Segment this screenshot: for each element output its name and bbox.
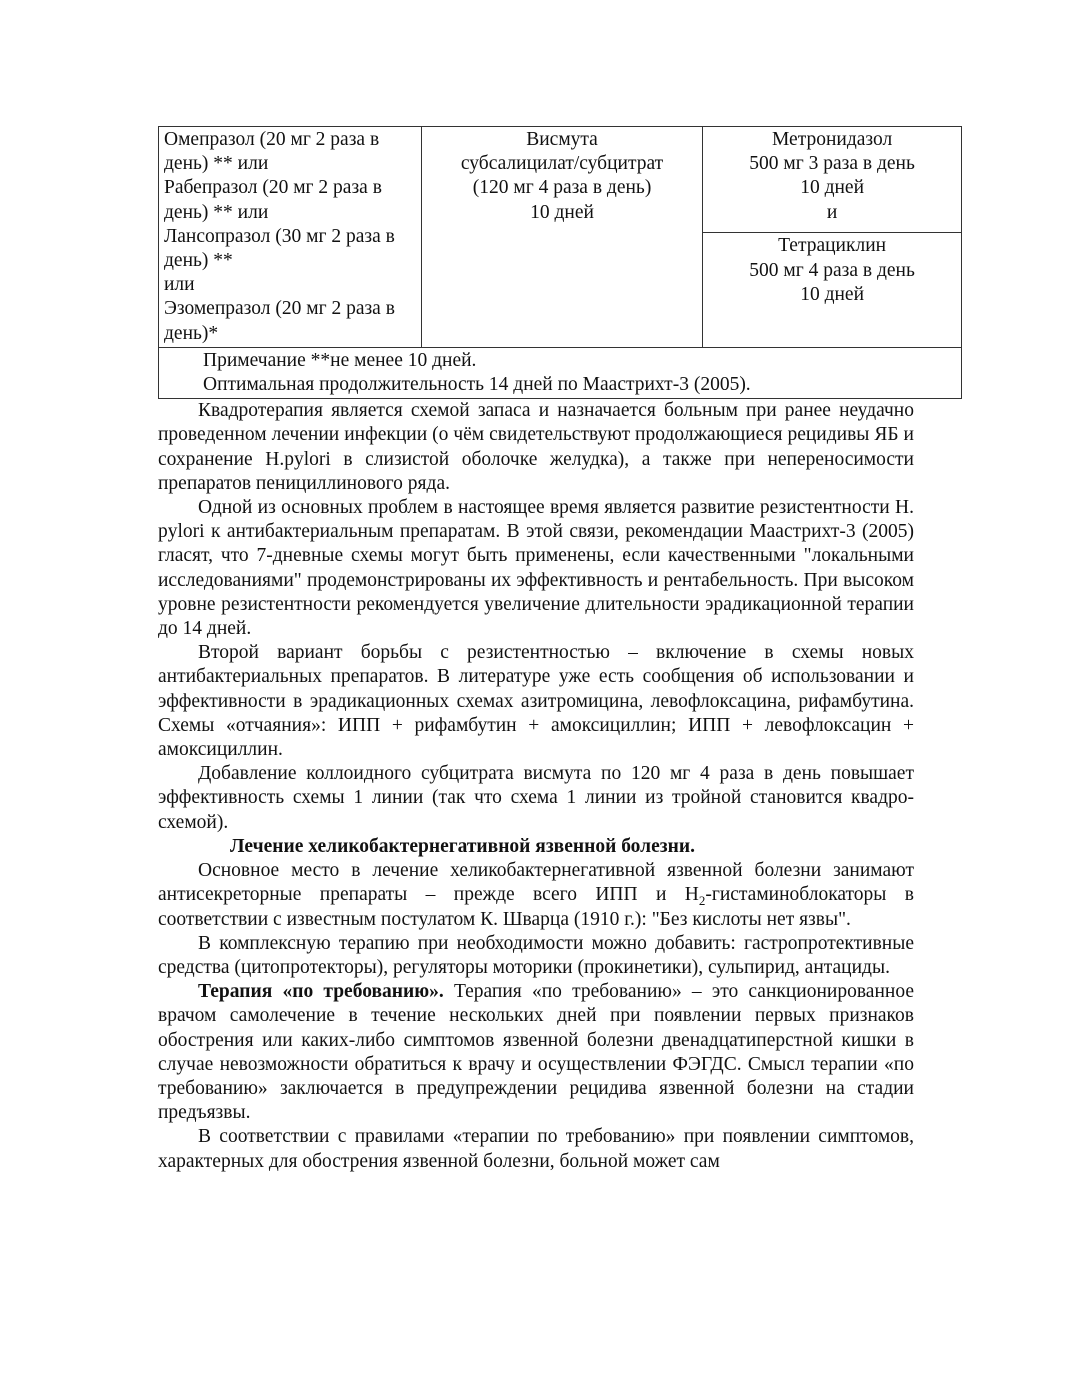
bold-term: Терапия «по требованию». (198, 981, 444, 1003)
paragraph: Второй вариант борьбы с резистентностью – включение в схемы новых антибактериальных препаратов. В литературе уже есть сообщения об использовании и эффективности в эрадикационных схемах азитромицина, левофлоксацина, рифамбутина. Схемы «отчаяния»: ИПП + рифамбутин + амоксициллин; ИПП + левофлоксацин + амоксициллин. (158, 642, 914, 761)
table-cell-line: Метронидазол (771, 129, 893, 150)
ppi-cell (159, 127, 422, 348)
table-cell-line: день)* (164, 322, 219, 344)
paragraph: Добавление коллоидного субцитрата висмута по 120 мг 4 раза в день повышает эффективность схемы 1 линии (так что схема 1 линии из тройной становится квадро-схемой). (158, 763, 914, 833)
table-cell-line: Рабепразол (20 мг 2 раза в (164, 177, 382, 199)
table-cell-line: Эзомепразол (20 мг 2 раза в (164, 298, 395, 320)
tetracycline-cell (703, 233, 962, 348)
table-cell-line: Омепразол (20 мг 2 раза в (164, 129, 380, 150)
table-cell-line: и (826, 201, 838, 223)
table-cell-line: 500 мг 3 раза в день (749, 153, 915, 175)
table-cell-line: 10 дней (800, 177, 865, 199)
table-cell-line: (120 мг 4 раза в день) (472, 177, 652, 199)
document-page (158, 126, 914, 1174)
paragraph: В соответствии с правилами «терапии по требованию» при появлении симптомов, характерных для обострения язвенной болезни, больной может сам (158, 1126, 914, 1172)
paragraph: Квадротерапия является схемой запаса и назначается больным при ранее неудачно проведенном лечении инфекции (о чём свидетельствуют продолжающиеся рецидивы ЯБ и сохранение H.pylori в слизистой оболочке желудка), а также при непереносимости препаратов пенициллинового ряда. (158, 400, 914, 494)
note-line: Оптимальная продолжительность 14 дней по Маастрихт-3 (2005). (203, 374, 751, 396)
table-cell-line: 500 мг 4 раза в день (749, 259, 915, 281)
table-cell-line: 10 дней (530, 201, 594, 223)
table-note (159, 347, 962, 398)
paragraph: Одной из основных проблем в настоящее время является развитие резистентности H. pylori к антибактериальным препаратам. В этой связи, рекомендации Маастрихт-3 (2005) гласят, что 7-дневные схемы могут быть применены, если качественными "локальными исследованиями" продемонстрированы их эффективность и рентабельность. При высоком уровне резистентности рекомендуется увеличение длительности эрадикационной терапии до 14 дней. (158, 497, 914, 640)
paragraph: В комплексную терапию при необходимости можно добавить: гастропротективные средства (цитопротекторы), регуляторы моторики (прокинетики), сульпирид, антациды. (158, 932, 914, 978)
paragraph-text: Основное место в лечение хеликобактернегативной язвенной болезни занимают антисекреторные препараты – прежде всего ИПП и H (158, 860, 914, 906)
paragraph (158, 859, 914, 932)
table-cell-line: Тетрациклин (778, 235, 887, 257)
table-cell-line: день) ** (164, 250, 233, 272)
note-line: Примечание **не менее 10 дней. (203, 349, 477, 371)
table-cell-line: день) ** или (164, 153, 269, 175)
table-cell-line: Лансопразол (30 мг 2 раза в (164, 225, 395, 247)
table-cell-line: или (164, 274, 195, 296)
paragraph (158, 980, 914, 1125)
table-cell-line: Висмута (526, 129, 598, 150)
subscript: 2 (698, 893, 706, 909)
table-cell-line: субсалицилат/субцитрат (460, 153, 664, 175)
metronidazole-cell (703, 127, 962, 233)
bismuth-cell (421, 127, 702, 348)
table-cell-line: 10 дней (800, 283, 865, 305)
section-heading: Лечение хеликобактернегативной язвенной болезни. (230, 835, 695, 857)
paragraph-text: -гистаминоблокаторы в соответствии с известным постулатом К. Шварца (1910 г.): "Без кислоты нет язвы". (158, 884, 914, 930)
table-cell-line: день) ** или (164, 201, 269, 223)
paragraph-text: Терапия «по требованию» – это санкционированное врачом самолечение в течение нескольких дней при появлении первых признаков обострения или каких-либо симптомов язвенной болезни двенадцатиперстной кишки в случае невозможности обратиться к врачу и осуществлении ФЭГДС. Смысл терапии «по требованию» заключается в предупреждении рецидива язвенной болезни на стадии предъязвы. (158, 981, 914, 1124)
regimen-table (158, 126, 962, 399)
